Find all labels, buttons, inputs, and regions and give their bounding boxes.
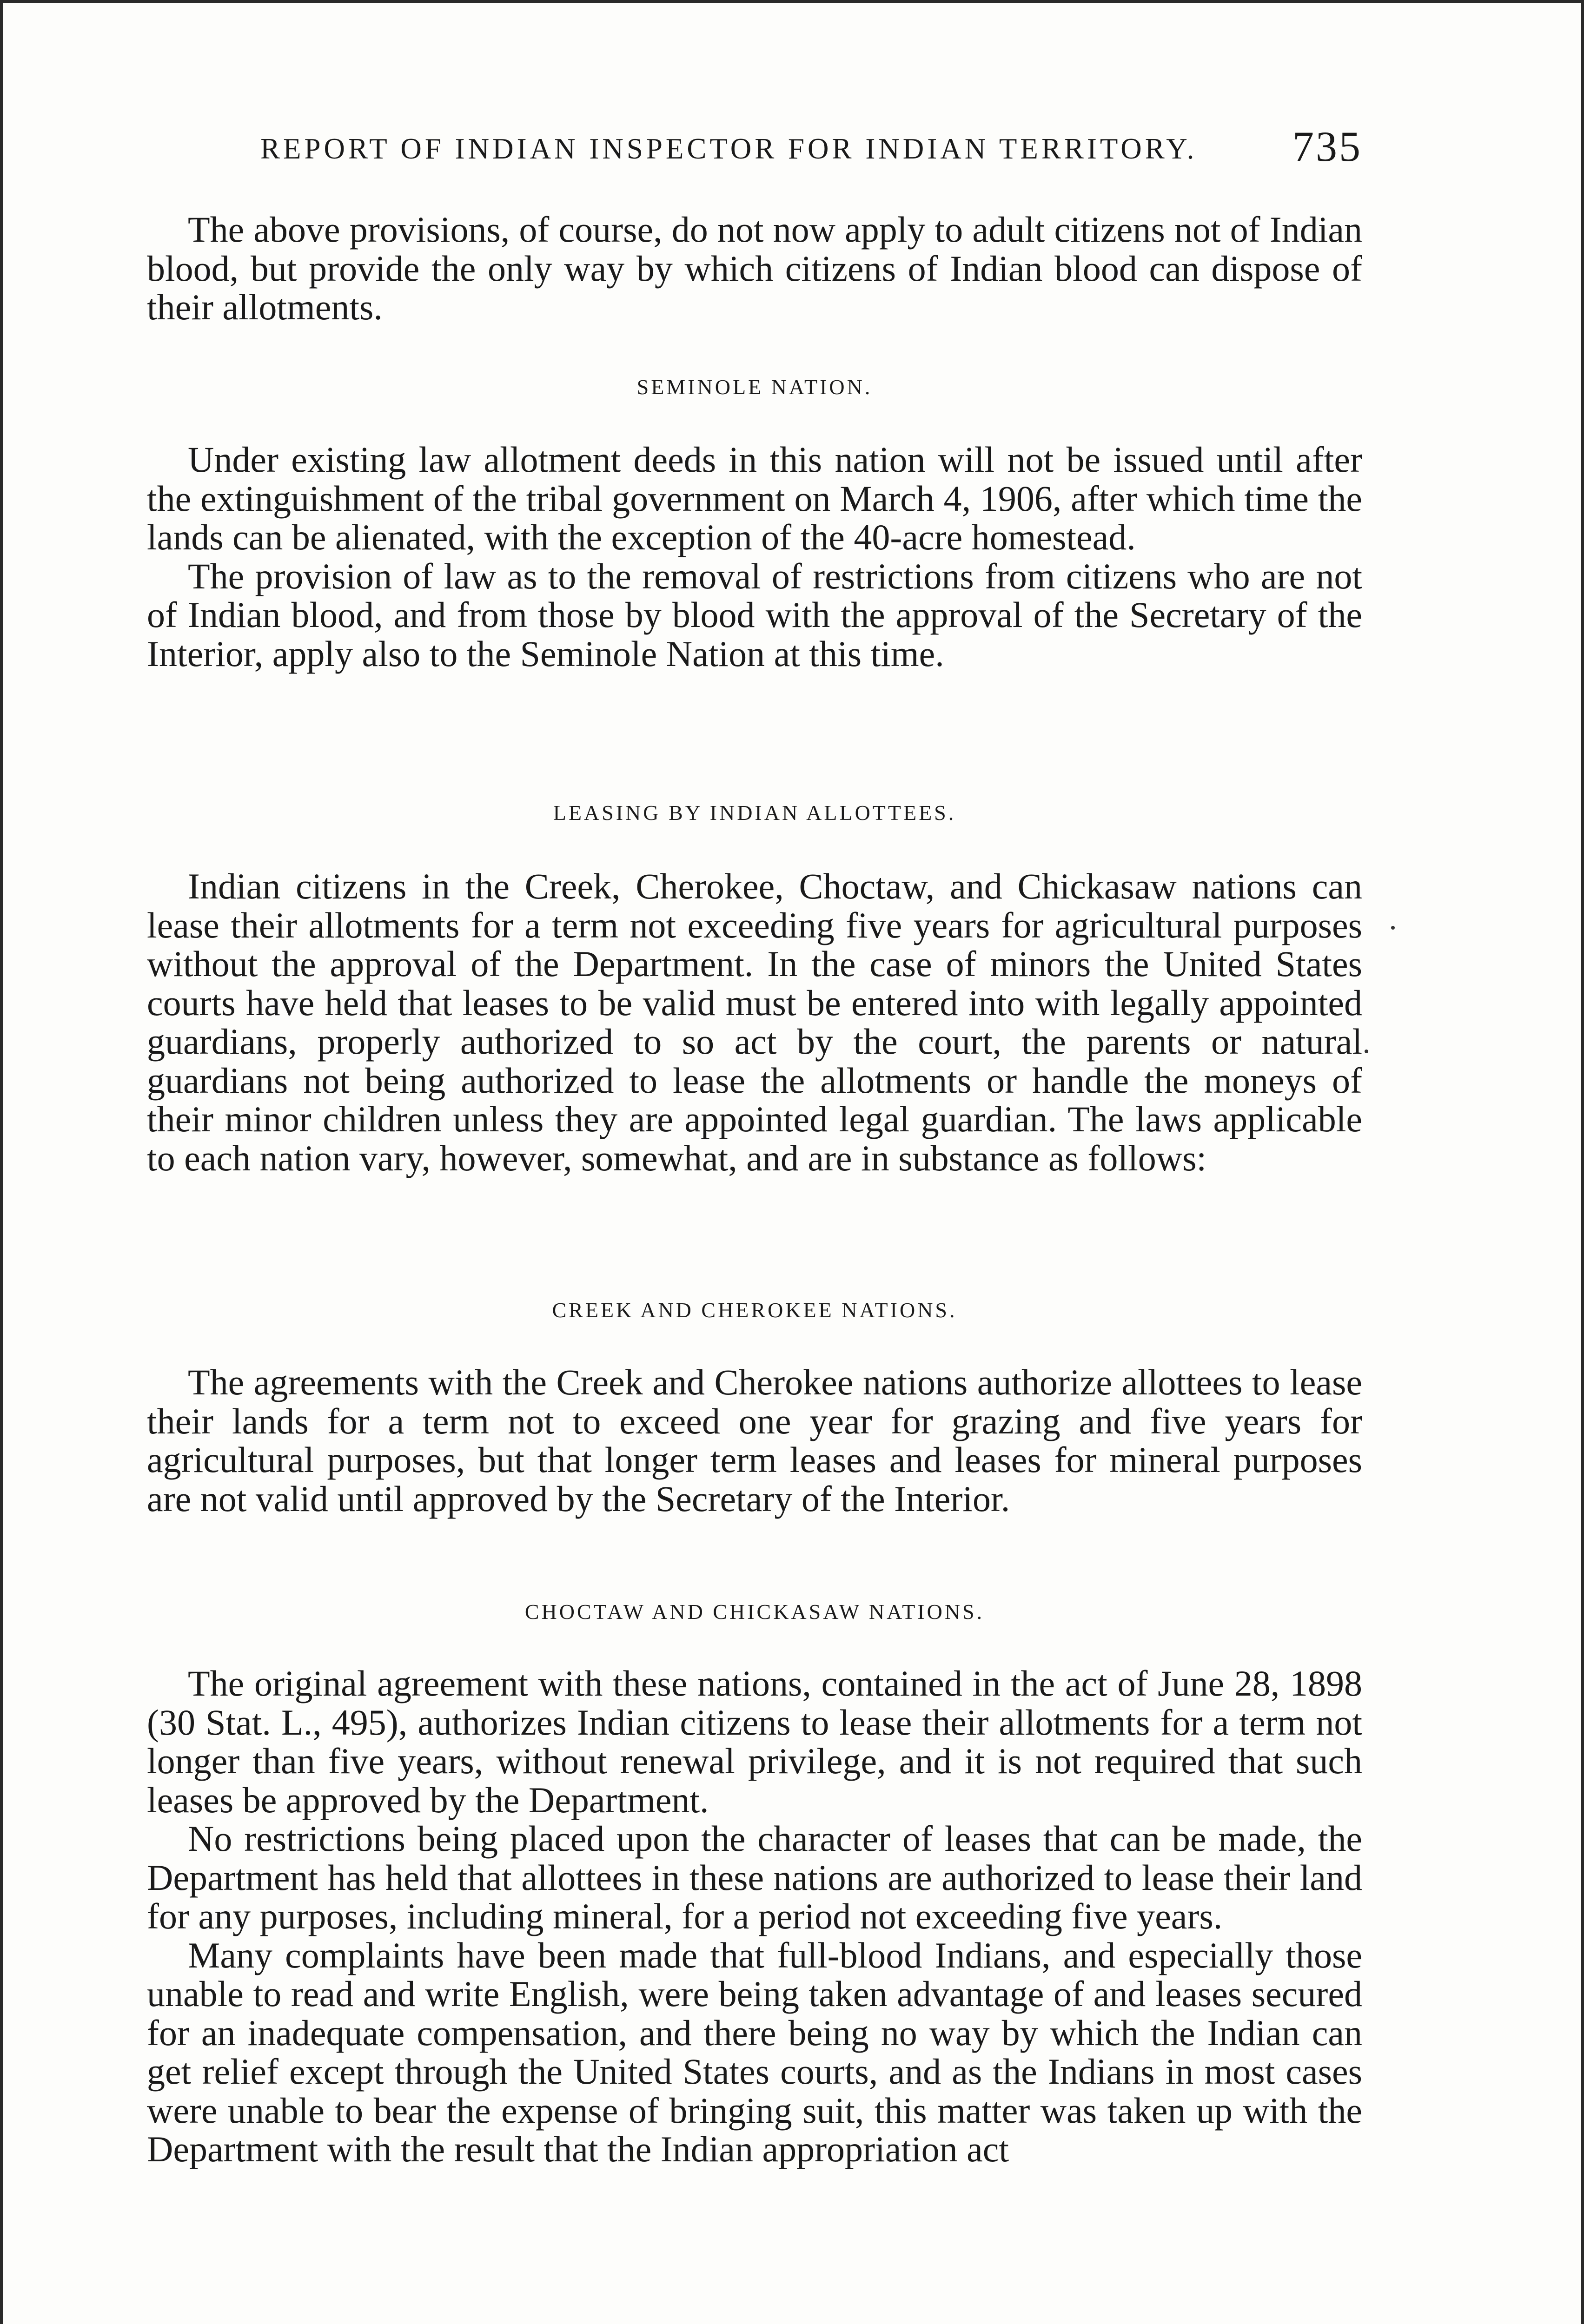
paragraph: No restrictions being placed upon the character of leases that can be made, the Department has held that allottees in these nations are authorized to lease their land for any purposes, including mineral, for a period not exceeding five years. xyxy=(147,1818,1362,1936)
paragraph: The agreements with the Creek and Cherokee nations authorize allottees to lease their lands for a term not to exceed one year for grazing and five years for agricultural purposes, but that longer term leases and leases for mineral purposes are not valid until approved by the Secretary of the Interior. xyxy=(147,1362,1362,1519)
paragraph: The original agreement with these nations, contained in the act of June 28, 1898 (30 Stat. L., 495), authorizes Indian citizens to lease their allotments for a term not longer than five years, without renewal privilege, and it is not required that such leases be approved by the Department. xyxy=(147,1663,1362,1820)
paragraph: The above provisions, of course, do not now apply to adult citizens not of Indian blood, but provide the only way by which citizens of Indian blood can dispose of their allotments. xyxy=(147,209,1362,327)
intro-text-block xyxy=(147,210,1362,327)
paragraph: Many complaints have been made that full-blood Indians, and especially those unable to read and write English, were being taken advantage of and leases secured for an inadequate compensation, and there being no way by which the Indian can get relief except through the United States courts, and as the Indians in most cases were unable to bear the expense of bringing suit, this matter was taken up with the Department with the result that the Indian appropriation act xyxy=(147,1934,1362,2169)
scan-border-top xyxy=(0,0,1584,3)
running-title: REPORT OF INDIAN INSPECTOR FOR INDIAN TERRITORY. xyxy=(260,132,1198,165)
seminole-text-block xyxy=(147,440,1362,673)
section-heading-seminole: SEMINOLE NATION. xyxy=(636,375,873,399)
scan-border-left xyxy=(0,0,3,2324)
running-header xyxy=(260,122,1362,178)
paragraph: Under existing law allotment deeds in this nation will not be issued until after the extinguishment of the tribal government on March 4, 1906, after which time the lands can be alienated, with the exception of the 40-acre homestead. xyxy=(147,439,1362,557)
creek-cherokee-text-block xyxy=(147,1363,1362,1518)
paragraph: The provision of law as to the removal of restrictions from citizens who are not of Indian blood, and from those by blood with the approval of the Secretary of the Interior, apply also to the Seminole Nation at this time. xyxy=(147,555,1362,674)
page-number: 735 xyxy=(1292,123,1362,170)
print-speck xyxy=(1391,926,1395,930)
paragraph: Indian citizens in the Creek, Cherokee, Choctaw, and Chickasaw nations can lease their allotments for a term not exceeding five years for agricultural purposes without the approval of the Department. In the case of minors the United States courts have held that leases to be valid must be entered into with legally appointed guardians, properly authorized to so act by the court, the parents or natural guardians not being authorized to lease the allotments or handle the moneys of their minor children unless they are appointed legal guardian. The laws applicable to each nation vary, however, somewhat, and are in substance as follows: xyxy=(147,866,1362,1178)
scan-border-right xyxy=(1581,0,1584,2324)
leasing-text-block xyxy=(147,867,1362,1177)
section-heading-leasing: LEASING BY INDIAN ALLOTTEES. xyxy=(553,801,956,825)
section-heading-creek-cherokee: CREEK AND CHEROKEE NATIONS. xyxy=(552,1298,957,1322)
print-speck xyxy=(1365,1050,1368,1053)
section-heading-choctaw-chickasaw: CHOCTAW AND CHICKASAW NATIONS. xyxy=(524,1600,985,1624)
choctaw-chickasaw-text-block xyxy=(147,1664,1362,2169)
